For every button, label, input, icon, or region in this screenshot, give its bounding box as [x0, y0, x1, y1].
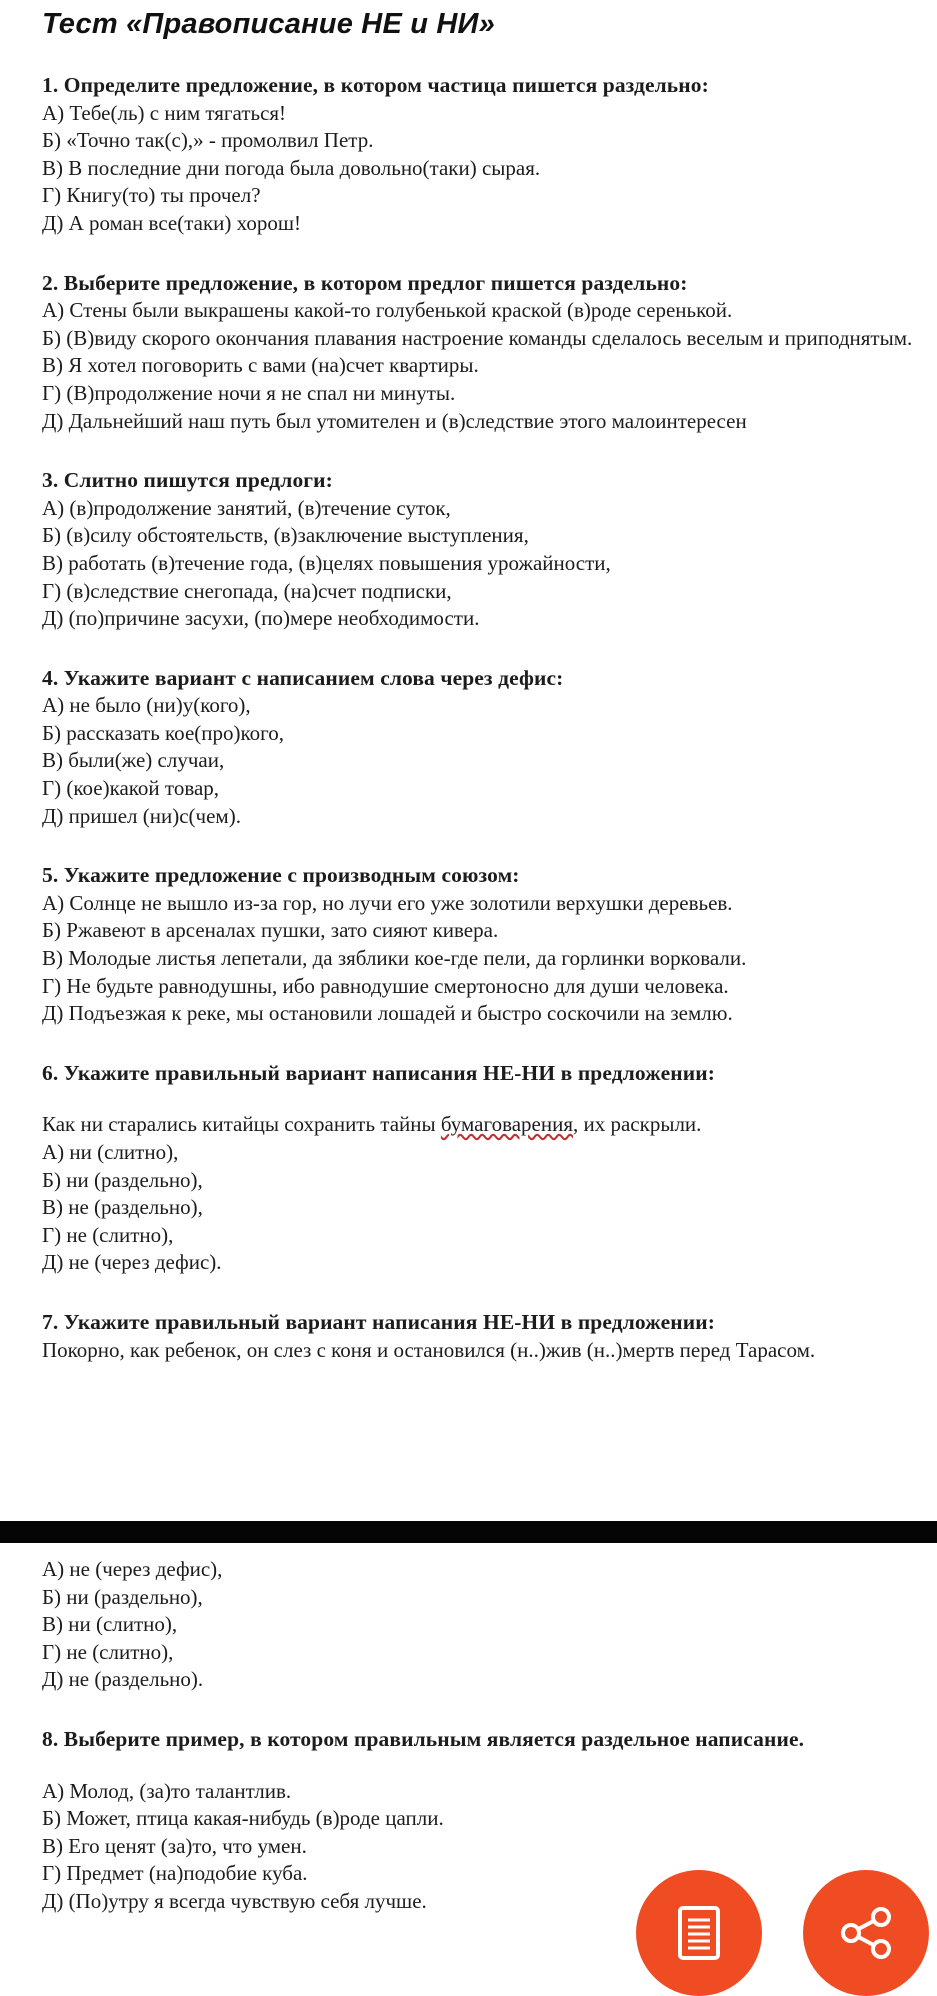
answer-option: А) Молод, (за)то талантлив.: [42, 1778, 292, 1803]
question-2: [42, 270, 922, 436]
question-1: [42, 72, 922, 238]
spellcheck-underlined-word: бумаговарения: [440, 1112, 573, 1137]
answer-option: Д) А роман все(таки) хорош!: [42, 210, 302, 235]
answer-option: А) (в)продолжение занятий, (в)течение суток,: [42, 495, 451, 520]
page-break-bar: [0, 1521, 937, 1543]
answer-option: В) Молодые листья лепетали, да зяблики кое-где пели, да горлинки ворковали.: [42, 946, 747, 971]
answer-option: Б) «Точно так(с),» - промолвил Петр.: [42, 128, 374, 153]
answer-option: Б) (в)силу обстоятельств, (в)заключение выступления,: [42, 523, 529, 548]
answer-option: Г) Предмет (на)подобие куба.: [42, 1861, 308, 1886]
question-heading: 5. Укажите предложение с производным союзом:: [42, 863, 520, 888]
question-heading: 2. Выберите предложение, в котором предлог пишется раздельно:: [42, 270, 688, 295]
answer-option: Д) Дальнейший наш путь был утомителен и (в)следствие этого малоинтересен: [42, 408, 747, 433]
answer-option: Б) Может, птица какая-нибудь (в)роде цапли.: [42, 1806, 444, 1831]
answer-option: Б) ни (раздельно),: [42, 1167, 203, 1192]
question-6: [42, 1060, 922, 1277]
sentence-text: , их раскрыли.: [573, 1112, 702, 1137]
answer-option: Г) не (слитно),: [42, 1222, 174, 1247]
answer-option: В) были(же) случаи,: [42, 748, 225, 773]
question-sentence: Покорно, как ребенок, он слез с коня и остановился (н..)жив (н..)мертв перед Тарасом.: [42, 1337, 816, 1362]
question-8: [42, 1726, 922, 1916]
test-sheet-top: [42, 72, 922, 1396]
question-5: [42, 862, 922, 1028]
answer-option: Д) (По)утру я всегда чувствую себя лучше.: [42, 1888, 427, 1913]
question-heading: 7. Укажите правильный вариант написания НЕ-НИ в предложении:: [42, 1309, 715, 1334]
question-heading: 4. Укажите вариант с написанием слова через дефис:: [42, 665, 564, 690]
sentence-text: Как ни старались китайцы сохранить тайны: [42, 1112, 441, 1137]
question-heading: 8. Выберите пример, в котором правильным является раздельное написание.: [42, 1726, 805, 1751]
answer-option: В) ни (слитно),: [42, 1612, 178, 1637]
answer-option: В) Я хотел поговорить с вами (на)счет квартиры.: [42, 353, 479, 378]
share-icon: [837, 1904, 895, 1962]
answer-option: Г) (В)продолжение ночи я не спал ни минуты.: [42, 380, 456, 405]
answer-option: А) Стены были выкрашены какой-то голубенькой краской (в)роде серенькой.: [42, 298, 733, 323]
answer-option: Д) не (через дефис).: [42, 1250, 222, 1275]
answer-option: Д) (по)причине засухи, (по)мере необходимости.: [42, 606, 480, 631]
answer-option: Д) не (раздельно).: [42, 1667, 204, 1692]
answer-options: [42, 692, 922, 830]
answer-option: Б) рассказать кое(про)кого,: [42, 720, 284, 745]
document-button[interactable]: [636, 1870, 762, 1996]
answer-option: А) не (через дефис),: [42, 1557, 223, 1581]
question-heading: 6. Укажите правильный вариант написания НЕ-НИ в предложении:: [42, 1060, 715, 1085]
answer-options: [42, 495, 922, 633]
answer-option: Г) (в)следствие снегопада, (на)счет подписки,: [42, 578, 452, 603]
answer-option: Г) не (слитно),: [42, 1639, 174, 1664]
question-4: [42, 665, 922, 831]
page-title: Тест «Правописание НЕ и НИ»: [42, 8, 495, 40]
question-heading: 3. Слитно пишутся предлоги:: [42, 468, 333, 493]
answer-options: [42, 1139, 922, 1277]
answer-option: А) Солнце не вышло из-за гор, но лучи его уже золотили верхушки деревьев.: [42, 890, 733, 915]
question-3: [42, 467, 922, 633]
answer-option: В) работать (в)течение года, (в)целях повышения урожайности,: [42, 550, 611, 575]
answer-options: [42, 890, 922, 1028]
share-button[interactable]: [803, 1870, 929, 1996]
spacer: [42, 1087, 922, 1111]
answer-option: А) не было (ни)у(кого),: [42, 693, 251, 718]
answer-option: Д) Подъезжая к реке, мы остановили лошадей и быстро соскочили на землю.: [42, 1001, 733, 1026]
question-7-options: [42, 1556, 922, 1694]
answer-option: Г) (кое)какой товар,: [42, 776, 220, 801]
answer-option: В) Его ценят (за)то, что умен.: [42, 1833, 307, 1858]
test-sheet-bottom: [42, 1556, 922, 1948]
answer-options: [42, 1778, 922, 1916]
answer-option: Б) ни (раздельно),: [42, 1584, 203, 1609]
answer-options: [42, 1556, 922, 1694]
question-sentence: [42, 1111, 922, 1139]
answer-options: [42, 100, 922, 238]
answer-option: Б) (В)виду скорого окончания плавания настроение команды сделалось веселым и приподнятым.: [42, 325, 913, 350]
spacer: [42, 1754, 922, 1778]
question-heading: 1. Определите предложение, в котором частица пишется раздельно:: [42, 73, 709, 97]
answer-option: Г) Книгу(то) ты прочел?: [42, 183, 261, 208]
answer-options: [42, 297, 922, 435]
document-icon: [677, 1905, 721, 1961]
answer-option: Д) пришел (ни)с(чем).: [42, 803, 241, 828]
answer-option: В) В последние дни погода была довольно(таки) сырая.: [42, 155, 541, 180]
answer-option: В) не (раздельно),: [42, 1195, 203, 1220]
answer-option: А) ни (слитно),: [42, 1140, 179, 1164]
answer-option: Г) Не будьте равнодушны, ибо равнодушие смертоносно для души человека.: [42, 973, 729, 998]
question-7: [42, 1309, 922, 1364]
answer-option: А) Тебе(ль) с ним тягаться!: [42, 100, 287, 125]
answer-option: Б) Ржавеют в арсеналах пушки, зато сияют кивера.: [42, 918, 499, 943]
